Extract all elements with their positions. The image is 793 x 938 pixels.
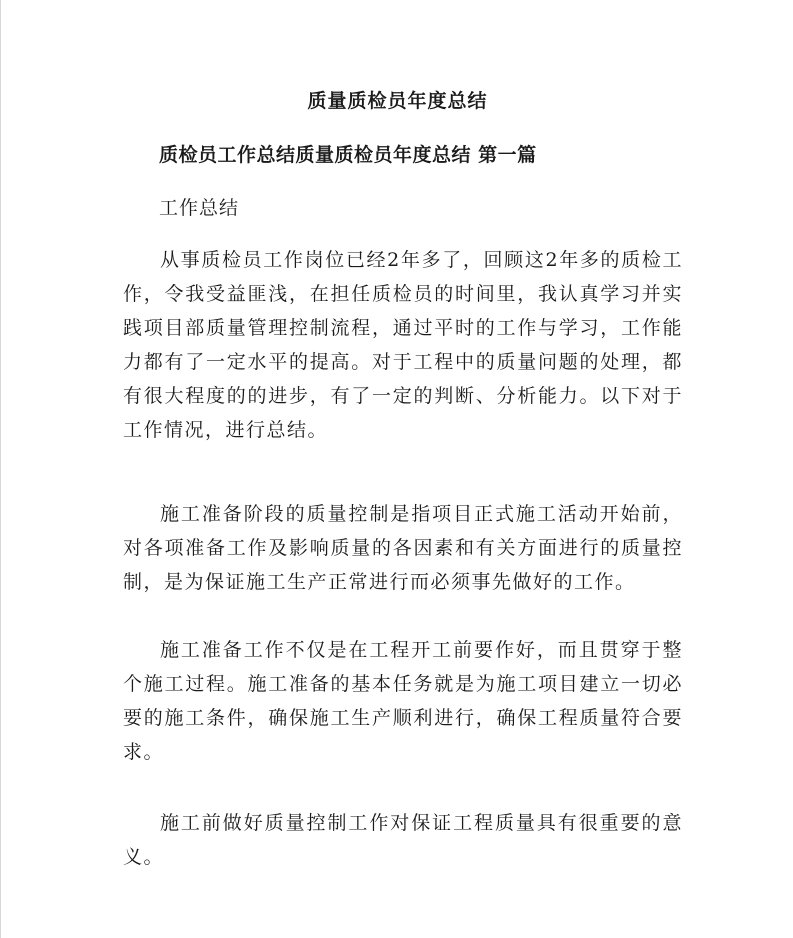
document-title: 质量质检员年度总结: [307, 90, 488, 112]
document-subtitle: 质检员工作总结质量质检员年度总结 第一篇: [159, 144, 537, 166]
paragraph-3: 施工准备工作不仅是在工程开工前要作好，而且贯穿于整个施工过程。施工准备的基本任务就是为施工项目建立一切必要的施工条件，确保施工生产顺利进行，确保工程质量符合要求。: [123, 639, 683, 763]
paragraph-4: 施工前做好质量控制工作对保证工程质量具有很重要的意义。: [123, 812, 683, 868]
paragraph-1: 从事质检员工作岗位已经2年多了，回顾这2年多的质检工作，令我受益匪浅，在担任质检员的时间里，我认真学习并实践项目部质量管理控制流程，通过平时的工作与学习，工作能力都有了一定水平的提高。对于工程中的质量问题的处理，都有很大程度的的进步，有了一定的判断、分析能力。以下对于工作情况，进行总结。: [123, 249, 683, 441]
section-heading: 工作总结: [159, 197, 240, 219]
paragraph-2: 施工准备阶段的质量控制是指项目正式施工活动开始前，对各项准备工作及影响质量的各因素和有关方面进行的质量控制，是为保证施工生产正常进行而必须事先做好的工作。: [123, 503, 683, 593]
